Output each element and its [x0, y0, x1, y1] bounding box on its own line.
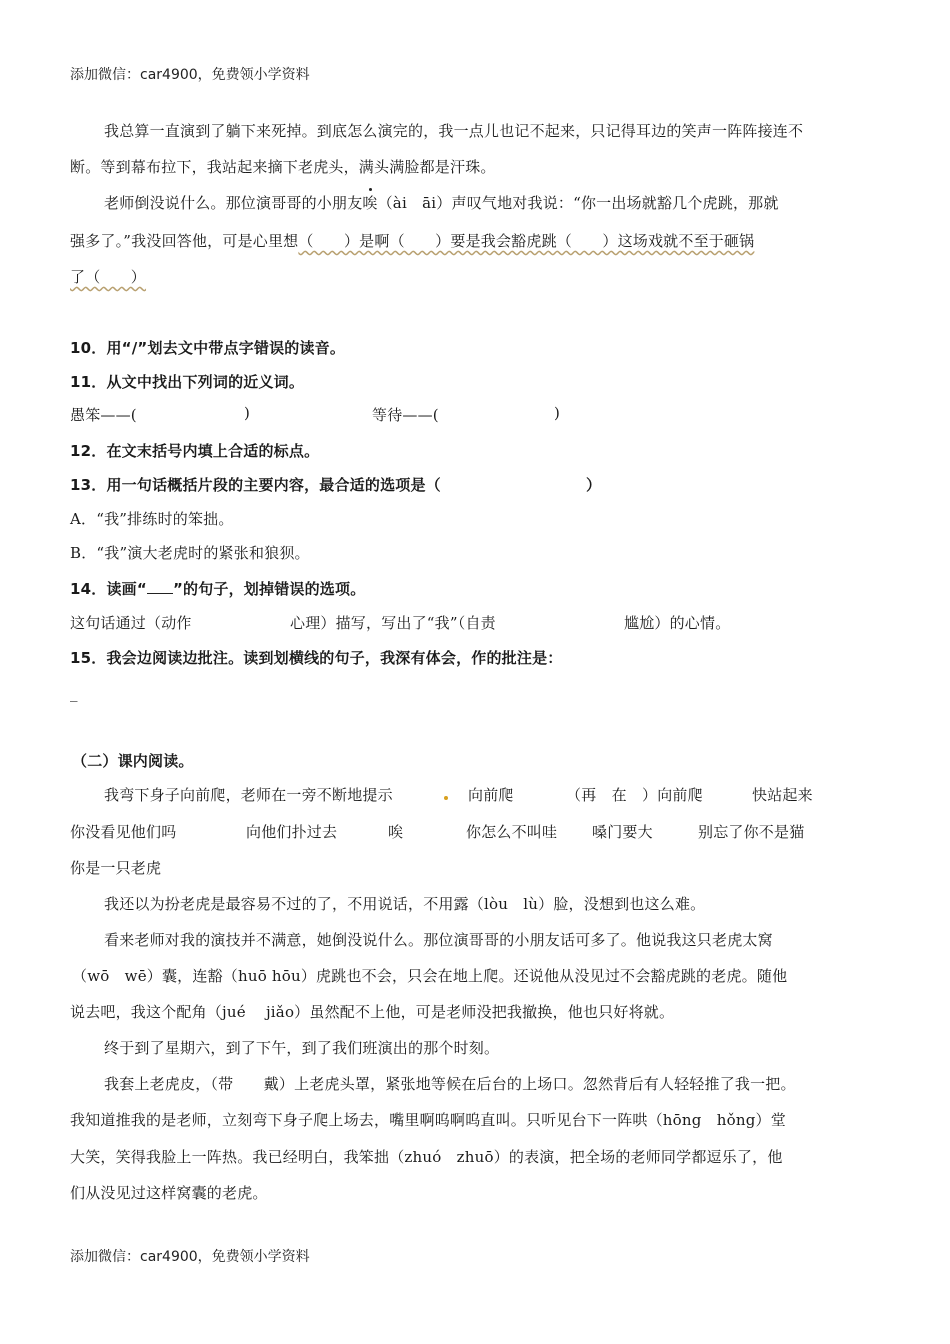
- q14-line-a: 这句话通过（动作: [70, 614, 192, 632]
- q14-line-c: 尴尬）的心情。: [624, 614, 731, 632]
- wavy-underlined-sentence-end: 了（ ）: [70, 268, 147, 286]
- section2-line2-d: 你怎么不叫哇: [466, 823, 558, 841]
- section2-line2-c: 唉: [388, 823, 404, 841]
- orange-mark: [444, 788, 448, 806]
- section2-line1-a: 我弯下身子向前爬，老师在一旁不断地提示: [104, 786, 393, 804]
- passage1-line3-text-b: （ài āi）声叹气地对我说：“你一出场就豁几个虎跳，那就: [377, 194, 779, 212]
- section2-line2-a: 你没看见他们吗: [70, 823, 177, 841]
- passage1-line1: 我总算一直演到了躺下来死掉。到底怎么演完的，我一点儿也记不起来，只记得耳边的笑声一阵阵接连不: [104, 122, 804, 140]
- section2-line2-f: 别忘了你不是猫: [698, 823, 805, 841]
- orange-dot-icon: [444, 796, 448, 800]
- section2-line6: （wō wē）囊，连豁（huō hōu）虎跳也不会，只会在地上爬。还说他从没见过不会豁虎跳的老虎。随他: [72, 967, 788, 985]
- page-header: 添加微信：car4900，免费领小学资料: [70, 67, 310, 83]
- section2-line10: 我知道推我的是老师，立刻弯下身子爬上场去，嘴里啊呜啊呜直叫。只听见台下一阵哄（hōng hǒng）堂: [70, 1111, 786, 1129]
- question-14-text-b: ”的句子，划掉错误的选项。: [172, 580, 366, 598]
- question-14: [70, 578, 365, 599]
- section2-line1-b: 向前爬: [468, 786, 514, 804]
- section2-line3: 你是一只老虎: [70, 859, 162, 877]
- section2-line7: 说去吧，我这个配角（jué jiǎo）虽然配不上他，可是老师没把我撤换，他也只好将就。: [70, 1003, 675, 1021]
- q11-item-b: 等待——(: [372, 406, 439, 424]
- passage1-line3: [104, 192, 779, 213]
- section2-line12: 们从没见过这样窝囊的老虎。: [70, 1184, 268, 1202]
- section2-line8: 终于到了星期六，到了下午，到了我们班演出的那个时刻。: [104, 1039, 500, 1057]
- q11-item-a-label: 愚笨——(: [70, 406, 137, 424]
- page-footer: 添加微信：car4900，免费领小学资料: [70, 1249, 310, 1265]
- q14-line-b: 心理）描写，写出了“我”（自责: [290, 614, 496, 632]
- question-12: 12．在文末括号内填上合适的标点。: [70, 442, 320, 460]
- question-14-text-a: 14．读画“: [70, 580, 147, 598]
- section2-line9: 我套上老虎皮，（带 戴）上老虎头罩，紧张地等候在后台的上场口。忽然背后有人轻轻推了我一把。: [104, 1075, 796, 1093]
- underline-sample: [147, 581, 173, 594]
- question-13-close: ）: [586, 476, 602, 494]
- question-10: 10．用“/”划去文中带点字错误的读音。: [70, 339, 346, 357]
- q13-option-b: B．“我”演大老虎时的紧张和狼狈。: [70, 544, 310, 562]
- passage1-line5: [70, 266, 146, 287]
- wavy-underlined-sentence: （ ）是啊（ ）要是我会豁虎跳（ ）这场戏就不至于砸锅: [298, 232, 755, 250]
- section2-line1-d: 快站起来: [752, 786, 813, 804]
- question-15: 15．我会边阅读边批注。读到划横线的句子，我深有体会，作的批注是：: [70, 649, 563, 667]
- q11-item-a-close: ): [244, 404, 251, 422]
- section2-line4: 我还以为扮老虎是最容易不过的了，不用说话，不用露（lòu lù）脸，没想到也这么难。: [104, 895, 706, 913]
- section2-line1-c: （再 在 ）向前爬: [566, 786, 703, 804]
- passage1-line2: 断。等到幕布拉下，我站起来摘下老虎头，满头满脸都是汗珠。: [70, 158, 496, 176]
- q15-answer-blank: _: [70, 684, 78, 702]
- passage1-line3-text-a: 老师倒没说什么。那位演哥哥的小朋友: [104, 194, 363, 212]
- passage1-line4: [70, 230, 754, 251]
- question-13: 13．用一句话概括片段的主要内容，最合适的选项是（: [70, 476, 441, 494]
- section2-line11: 大笑，笑得我脸上一阵热。我已经明白，我笨拙（zhuó zhuō）的表演，把全场的老师同学都逗乐了，他: [70, 1148, 783, 1166]
- q13-option-a: A．“我”排练时的笨拙。: [70, 510, 234, 528]
- dotted-character: 唉: [362, 194, 378, 212]
- section2-line2-b: 向他们扑过去: [246, 823, 338, 841]
- section2-line5: 看来老师对我的演技并不满意，她倒没说什么。那位演哥哥的小朋友话可多了。他说我这只老虎太窝: [104, 931, 773, 949]
- section2-line2-e: 嗓门要大: [592, 823, 653, 841]
- passage1-line4-text-a: 强多了。”我没回答他，可是心里想: [70, 232, 299, 250]
- q11-item-b-close: ): [554, 404, 561, 422]
- section2-title: （二）课内阅读。: [72, 752, 194, 770]
- q11-item-a: [70, 404, 137, 425]
- question-11: 11．从文中找出下列词的近义词。: [70, 373, 305, 391]
